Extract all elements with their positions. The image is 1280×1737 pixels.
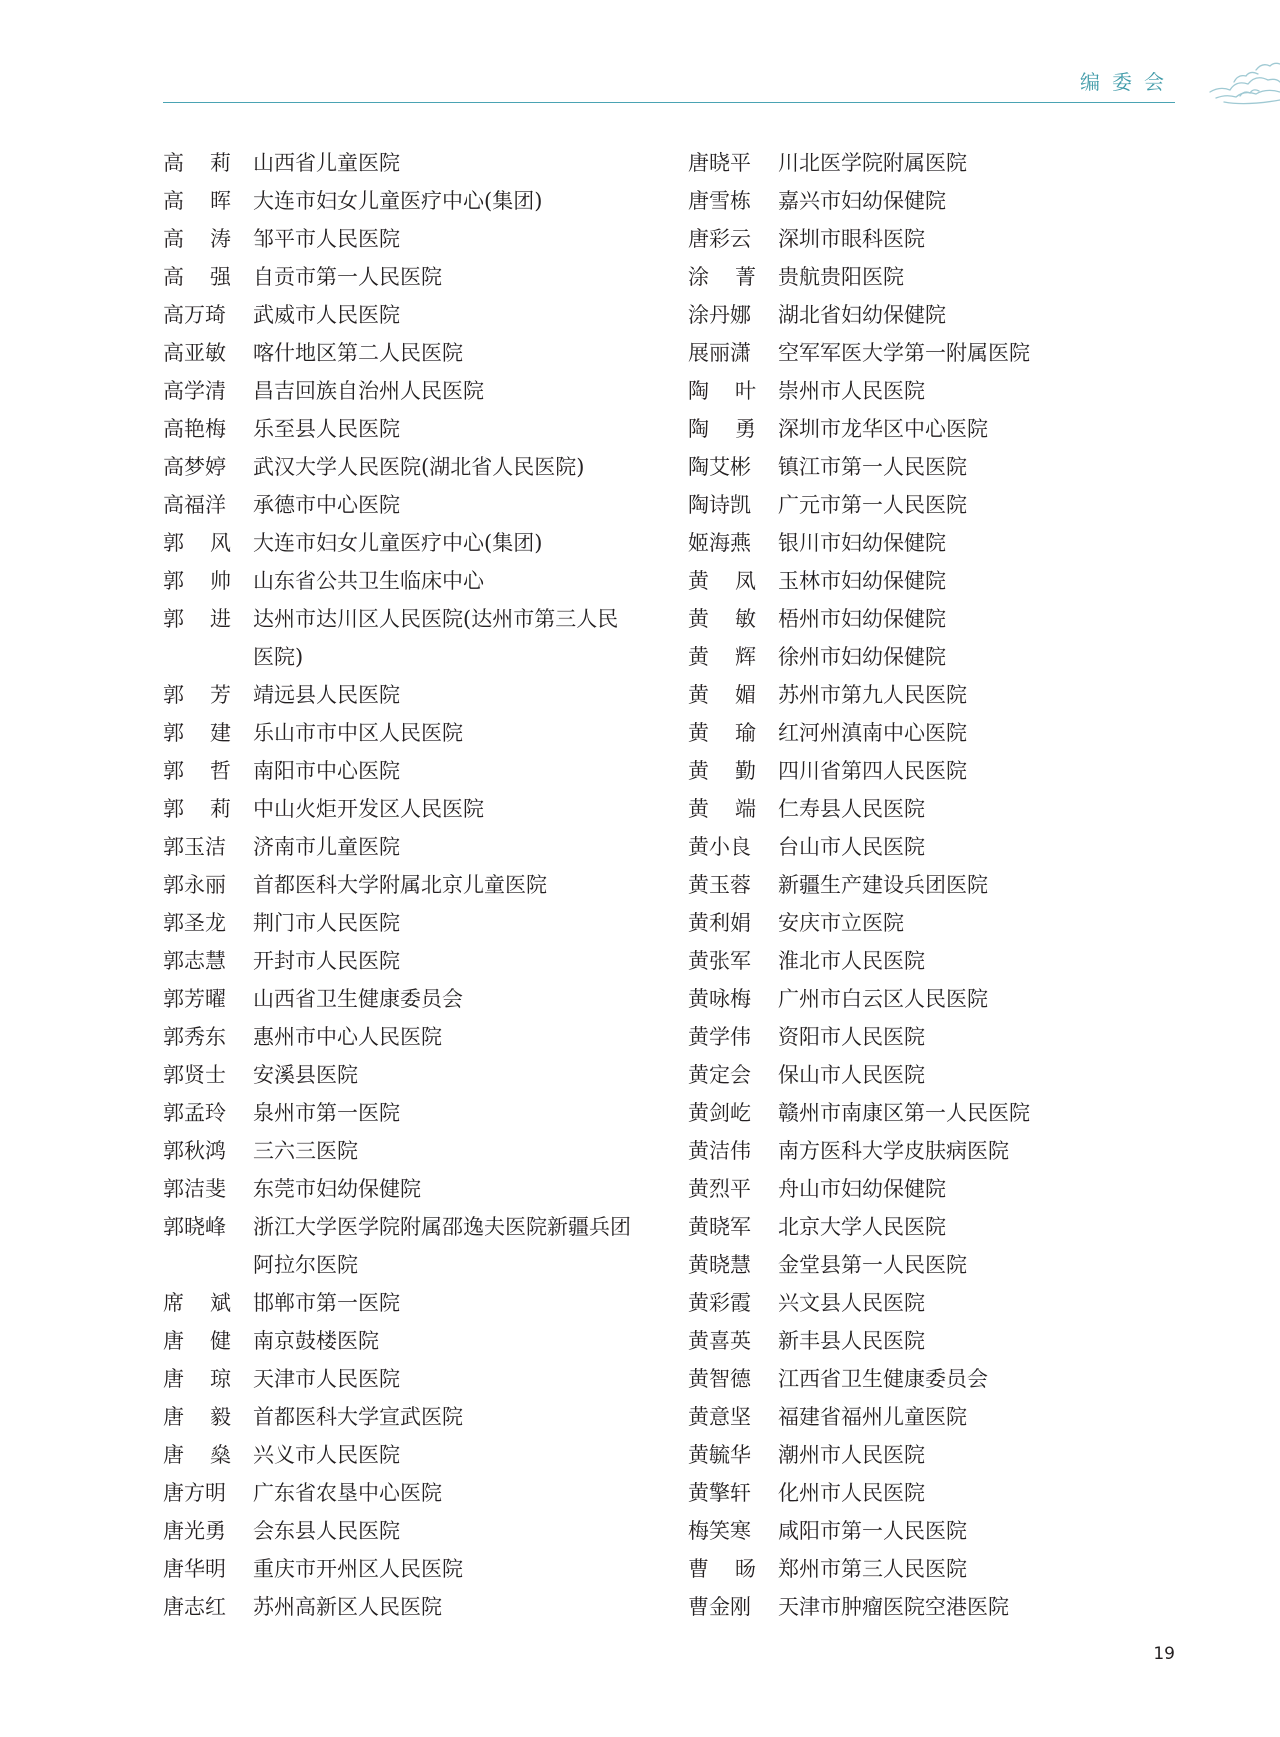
member-entry bbox=[163, 562, 633, 600]
member-organization: 镇江市第一人民医院 bbox=[778, 455, 967, 479]
member-entry bbox=[163, 1132, 633, 1170]
member-name: 唐 毅 bbox=[163, 1405, 231, 1429]
member-entry bbox=[163, 828, 633, 866]
member-name: 郭芳曜 bbox=[163, 987, 226, 1011]
member-name: 黄晓军 bbox=[688, 1215, 751, 1239]
member-entry bbox=[688, 866, 1158, 904]
member-entry bbox=[163, 410, 633, 448]
member-organization: 深圳市眼科医院 bbox=[778, 227, 925, 251]
member-organization: 广东省农垦中心医院 bbox=[253, 1481, 442, 1505]
member-entry bbox=[163, 1588, 633, 1626]
member-name: 郭 建 bbox=[163, 721, 231, 745]
member-organization: 山东省公共卫生临床中心 bbox=[253, 569, 484, 593]
member-entry bbox=[688, 828, 1158, 866]
member-organization: 赣州市南康区第一人民医院 bbox=[778, 1101, 1030, 1125]
member-entry bbox=[163, 1018, 633, 1056]
member-name: 唐华明 bbox=[163, 1557, 226, 1581]
member-organization: 玉林市妇幼保健院 bbox=[778, 569, 946, 593]
member-organization: 化州市人民医院 bbox=[778, 1481, 925, 1505]
member-name: 唐 燊 bbox=[163, 1443, 231, 1467]
member-organization: 贵航贵阳医院 bbox=[778, 265, 904, 289]
member-organization: 首都医科大学附属北京儿童医院 bbox=[253, 873, 547, 897]
member-entry bbox=[163, 1056, 633, 1094]
member-column-left bbox=[163, 144, 633, 1626]
member-entry bbox=[163, 524, 633, 562]
member-organization: 北京大学人民医院 bbox=[778, 1215, 946, 1239]
member-organization: 川北医学院附属医院 bbox=[778, 151, 967, 175]
member-entry bbox=[688, 1132, 1158, 1170]
member-name: 唐 健 bbox=[163, 1329, 231, 1353]
member-entry bbox=[688, 562, 1158, 600]
member-name: 黄 凤 bbox=[688, 569, 756, 593]
member-name: 高艳梅 bbox=[163, 417, 226, 441]
member-organization: 三六三医院 bbox=[253, 1139, 358, 1163]
member-entry bbox=[688, 1056, 1158, 1094]
member-entry bbox=[688, 676, 1158, 714]
member-entry bbox=[163, 1512, 633, 1550]
member-organization: 天津市肿瘤医院空港医院 bbox=[778, 1595, 1009, 1619]
member-organization: 山西省儿童医院 bbox=[253, 151, 400, 175]
member-organization: 中山火炬开发区人民医院 bbox=[253, 797, 484, 821]
member-organization: 舟山市妇幼保健院 bbox=[778, 1177, 946, 1201]
member-name: 黄彩霞 bbox=[688, 1291, 751, 1315]
member-entry bbox=[163, 258, 633, 296]
member-name: 唐 琼 bbox=[163, 1367, 231, 1391]
member-entry bbox=[163, 220, 633, 258]
member-entry bbox=[688, 448, 1158, 486]
member-organization: 惠州市中心人民医院 bbox=[253, 1025, 442, 1049]
member-name: 郭贤士 bbox=[163, 1063, 226, 1087]
member-entry bbox=[688, 1094, 1158, 1132]
member-organization: 南阳市中心医院 bbox=[253, 759, 400, 783]
member-name: 黄 辉 bbox=[688, 645, 756, 669]
member-entry bbox=[163, 144, 633, 182]
member-entry bbox=[163, 904, 633, 942]
member-entry bbox=[688, 942, 1158, 980]
member-name: 曹 旸 bbox=[688, 1557, 756, 1581]
member-organization: 新疆生产建设兵团医院 bbox=[778, 873, 988, 897]
member-entry bbox=[688, 220, 1158, 258]
member-name: 高亚敏 bbox=[163, 341, 226, 365]
member-entry bbox=[163, 1550, 633, 1588]
member-entry bbox=[688, 1550, 1158, 1588]
member-organization: 新丰县人民医院 bbox=[778, 1329, 925, 1353]
member-entry bbox=[688, 790, 1158, 828]
member-entry bbox=[163, 790, 633, 828]
member-name: 郭 帅 bbox=[163, 569, 231, 593]
member-organization: 郑州市第三人民医院 bbox=[778, 1557, 967, 1581]
member-organization: 达州市达川区人民医院(达州市第三人民医院) bbox=[253, 607, 619, 669]
member-name: 姬海燕 bbox=[688, 531, 751, 555]
member-organization: 潮州市人民医院 bbox=[778, 1443, 925, 1467]
header-divider bbox=[163, 102, 1175, 103]
member-name: 黄擎轩 bbox=[688, 1481, 751, 1505]
member-entry bbox=[688, 1170, 1158, 1208]
member-organization: 徐州市妇幼保健院 bbox=[778, 645, 946, 669]
member-organization: 苏州高新区人民医院 bbox=[253, 1595, 442, 1619]
member-organization: 承德市中心医院 bbox=[253, 493, 400, 517]
member-name: 席 斌 bbox=[163, 1291, 231, 1315]
member-name: 黄 瑜 bbox=[688, 721, 756, 745]
member-organization: 泉州市第一医院 bbox=[253, 1101, 400, 1125]
member-name: 郭 莉 bbox=[163, 797, 231, 821]
member-entry bbox=[163, 1436, 633, 1474]
member-organization: 湖北省妇幼保健院 bbox=[778, 303, 946, 327]
page-header-title: 编委会 bbox=[1080, 70, 1176, 94]
member-name: 唐方明 bbox=[163, 1481, 226, 1505]
member-entry bbox=[163, 448, 633, 486]
member-organization: 大连市妇女儿童医疗中心(集团) bbox=[253, 531, 543, 555]
member-name: 郭晓峰 bbox=[163, 1215, 226, 1239]
member-organization: 四川省第四人民医院 bbox=[778, 759, 967, 783]
member-name: 黄小良 bbox=[688, 835, 751, 859]
member-organization: 喀什地区第二人民医院 bbox=[253, 341, 463, 365]
member-entry bbox=[688, 486, 1158, 524]
member-organization: 嘉兴市妇幼保健院 bbox=[778, 189, 946, 213]
member-organization: 资阳市人民医院 bbox=[778, 1025, 925, 1049]
member-name: 高 晖 bbox=[163, 189, 231, 213]
member-column-right bbox=[688, 144, 1158, 1626]
member-name: 陶艾彬 bbox=[688, 455, 751, 479]
member-name: 唐光勇 bbox=[163, 1519, 226, 1543]
member-entry bbox=[163, 1094, 633, 1132]
member-organization: 金堂县第一人民医院 bbox=[778, 1253, 967, 1277]
member-organization: 济南市儿童医院 bbox=[253, 835, 400, 859]
member-name: 黄定会 bbox=[688, 1063, 751, 1087]
member-name: 郭永丽 bbox=[163, 873, 226, 897]
member-entry bbox=[163, 1208, 633, 1284]
member-organization: 苏州市第九人民医院 bbox=[778, 683, 967, 707]
member-name: 郭洁斐 bbox=[163, 1177, 226, 1201]
member-organization: 武汉大学人民医院(湖北省人民医院) bbox=[253, 455, 585, 479]
member-entry bbox=[688, 144, 1158, 182]
member-name: 唐志红 bbox=[163, 1595, 226, 1619]
member-name: 郭 进 bbox=[163, 607, 231, 631]
member-organization: 自贡市第一人民医院 bbox=[253, 265, 442, 289]
member-name: 黄烈平 bbox=[688, 1177, 751, 1201]
member-entry bbox=[163, 182, 633, 220]
member-organization: 昌吉回族自治州人民医院 bbox=[253, 379, 484, 403]
member-entry bbox=[163, 1474, 633, 1512]
member-name: 郭秀东 bbox=[163, 1025, 226, 1049]
page-number: 19 bbox=[1153, 1644, 1175, 1664]
member-name: 郭 芳 bbox=[163, 683, 231, 707]
member-entry bbox=[688, 1208, 1158, 1246]
member-entry bbox=[688, 1474, 1158, 1512]
member-organization: 红河州滇南中心医院 bbox=[778, 721, 967, 745]
member-organization: 江西省卫生健康委员会 bbox=[778, 1367, 988, 1391]
member-organization: 邯郸市第一医院 bbox=[253, 1291, 400, 1315]
member-organization: 保山市人民医院 bbox=[778, 1063, 925, 1087]
member-entry bbox=[163, 296, 633, 334]
member-name: 涂 菁 bbox=[688, 265, 756, 289]
member-entry bbox=[688, 980, 1158, 1018]
member-name: 郭圣龙 bbox=[163, 911, 226, 935]
member-organization: 台山市人民医院 bbox=[778, 835, 925, 859]
member-organization: 天津市人民医院 bbox=[253, 1367, 400, 1391]
member-organization: 淮北市人民医院 bbox=[778, 949, 925, 973]
member-entry bbox=[688, 1246, 1158, 1284]
member-name: 黄玉蓉 bbox=[688, 873, 751, 897]
member-entry bbox=[688, 334, 1158, 372]
member-name: 黄智德 bbox=[688, 1367, 751, 1391]
member-name: 黄 敏 bbox=[688, 607, 756, 631]
member-name: 高 强 bbox=[163, 265, 231, 289]
member-entry bbox=[163, 1398, 633, 1436]
member-organization: 开封市人民医院 bbox=[253, 949, 400, 973]
member-name: 郭 风 bbox=[163, 531, 231, 555]
member-organization: 大连市妇女儿童医疗中心(集团) bbox=[253, 189, 543, 213]
member-organization: 广元市第一人民医院 bbox=[778, 493, 967, 517]
member-organization: 空军军医大学第一附属医院 bbox=[778, 341, 1030, 365]
member-name: 唐雪栋 bbox=[688, 189, 751, 213]
member-organization: 兴文县人民医院 bbox=[778, 1291, 925, 1315]
member-entry bbox=[688, 714, 1158, 752]
member-organization: 广州市白云区人民医院 bbox=[778, 987, 988, 1011]
member-name: 唐晓平 bbox=[688, 151, 751, 175]
member-name: 高 莉 bbox=[163, 151, 231, 175]
member-name: 郭志慧 bbox=[163, 949, 226, 973]
member-entry bbox=[163, 714, 633, 752]
member-name: 黄咏梅 bbox=[688, 987, 751, 1011]
member-entry bbox=[688, 1512, 1158, 1550]
member-entry bbox=[688, 410, 1158, 448]
member-name: 黄意坚 bbox=[688, 1405, 751, 1429]
member-organization: 福建省福州儿童医院 bbox=[778, 1405, 967, 1429]
member-organization: 山西省卫生健康委员会 bbox=[253, 987, 463, 1011]
member-name: 黄利娟 bbox=[688, 911, 751, 935]
member-name: 高梦婷 bbox=[163, 455, 226, 479]
member-entry bbox=[163, 980, 633, 1018]
member-organization: 乐山市市中区人民医院 bbox=[253, 721, 463, 745]
member-entry bbox=[688, 1284, 1158, 1322]
member-entry bbox=[688, 258, 1158, 296]
member-name: 陶诗凯 bbox=[688, 493, 751, 517]
member-name: 梅笑寒 bbox=[688, 1519, 751, 1543]
member-organization: 深圳市龙华区中心医院 bbox=[778, 417, 988, 441]
member-name: 黄剑屹 bbox=[688, 1101, 751, 1125]
member-organization: 安庆市立医院 bbox=[778, 911, 904, 935]
member-entry bbox=[163, 1322, 633, 1360]
member-entry bbox=[163, 942, 633, 980]
member-entry bbox=[688, 904, 1158, 942]
member-organization: 安溪县医院 bbox=[253, 1063, 358, 1087]
member-entry bbox=[163, 334, 633, 372]
member-entry bbox=[163, 676, 633, 714]
member-entry bbox=[163, 1284, 633, 1322]
member-entry bbox=[163, 866, 633, 904]
member-organization: 浙江大学医学院附属邵逸夫医院新疆兵团阿拉尔医院 bbox=[253, 1215, 631, 1277]
member-entry bbox=[688, 1018, 1158, 1056]
member-organization: 仁寿县人民医院 bbox=[778, 797, 925, 821]
member-organization: 崇州市人民医院 bbox=[778, 379, 925, 403]
member-organization: 首都医科大学宣武医院 bbox=[253, 1405, 463, 1429]
member-name: 高万琦 bbox=[163, 303, 226, 327]
member-entry bbox=[688, 524, 1158, 562]
member-entry bbox=[688, 296, 1158, 334]
member-entry bbox=[163, 486, 633, 524]
member-organization: 乐至县人民医院 bbox=[253, 417, 400, 441]
member-name: 黄 端 bbox=[688, 797, 756, 821]
member-organization: 靖远县人民医院 bbox=[253, 683, 400, 707]
member-name: 黄晓慧 bbox=[688, 1253, 751, 1277]
member-entry bbox=[688, 638, 1158, 676]
member-organization: 会东县人民医院 bbox=[253, 1519, 400, 1543]
member-entry bbox=[688, 600, 1158, 638]
member-name: 黄学伟 bbox=[688, 1025, 751, 1049]
member-name: 郭秋鸿 bbox=[163, 1139, 226, 1163]
member-entry bbox=[163, 372, 633, 410]
member-name: 高福洋 bbox=[163, 493, 226, 517]
member-entry bbox=[688, 1588, 1158, 1626]
member-entry bbox=[688, 1322, 1158, 1360]
member-name: 黄喜英 bbox=[688, 1329, 751, 1353]
member-name: 陶 叶 bbox=[688, 379, 756, 403]
member-name: 涂丹娜 bbox=[688, 303, 751, 327]
member-name: 陶 勇 bbox=[688, 417, 756, 441]
member-organization: 兴义市人民医院 bbox=[253, 1443, 400, 1467]
member-entry bbox=[163, 600, 633, 676]
member-entry bbox=[688, 752, 1158, 790]
member-organization: 梧州市妇幼保健院 bbox=[778, 607, 946, 631]
member-name: 黄 勤 bbox=[688, 759, 756, 783]
member-organization: 咸阳市第一人民医院 bbox=[778, 1519, 967, 1543]
member-name: 黄 媚 bbox=[688, 683, 756, 707]
member-entry bbox=[163, 1360, 633, 1398]
member-entry bbox=[688, 1398, 1158, 1436]
member-entry bbox=[688, 1436, 1158, 1474]
member-name: 郭 哲 bbox=[163, 759, 231, 783]
member-entry bbox=[688, 182, 1158, 220]
member-entry bbox=[163, 752, 633, 790]
member-name: 唐彩云 bbox=[688, 227, 751, 251]
member-name: 黄洁伟 bbox=[688, 1139, 751, 1163]
member-name: 郭孟玲 bbox=[163, 1101, 226, 1125]
member-organization: 东莞市妇幼保健院 bbox=[253, 1177, 421, 1201]
cloud-ornament-icon bbox=[1206, 52, 1280, 108]
member-organization: 重庆市开州区人民医院 bbox=[253, 1557, 463, 1581]
member-organization: 南方医科大学皮肤病医院 bbox=[778, 1139, 1009, 1163]
member-name: 黄毓华 bbox=[688, 1443, 751, 1467]
member-name: 黄张军 bbox=[688, 949, 751, 973]
member-name: 郭玉洁 bbox=[163, 835, 226, 859]
member-organization: 银川市妇幼保健院 bbox=[778, 531, 946, 555]
member-entry bbox=[163, 1170, 633, 1208]
member-name: 曹金刚 bbox=[688, 1595, 751, 1619]
member-name: 高学清 bbox=[163, 379, 226, 403]
member-entry bbox=[688, 372, 1158, 410]
member-name: 高 涛 bbox=[163, 227, 231, 251]
member-organization: 邹平市人民医院 bbox=[253, 227, 400, 251]
member-entry bbox=[688, 1360, 1158, 1398]
member-organization: 南京鼓楼医院 bbox=[253, 1329, 379, 1353]
member-name: 展丽潇 bbox=[688, 341, 751, 365]
member-organization: 武威市人民医院 bbox=[253, 303, 400, 327]
member-organization: 荆门市人民医院 bbox=[253, 911, 400, 935]
